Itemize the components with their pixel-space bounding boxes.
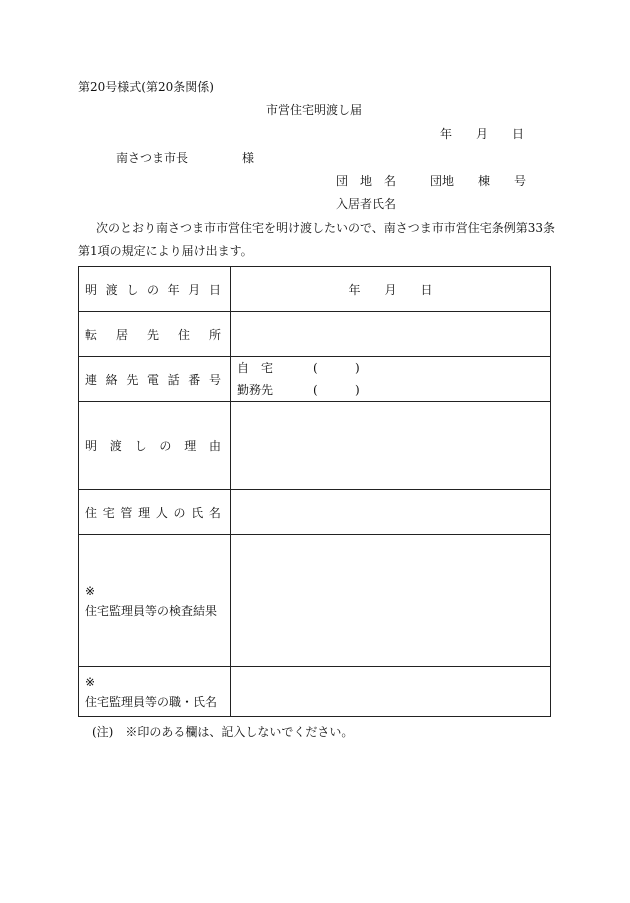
document-title: 市営住宅明渡し届 (266, 103, 363, 117)
row-phone (79, 357, 551, 402)
label-vacate-date (79, 267, 231, 312)
field-reason[interactable] (231, 402, 551, 490)
label-phone (79, 357, 231, 402)
form-number: 第20号様式(第20条関係) (78, 80, 214, 94)
field-manager-name[interactable] (231, 490, 551, 535)
label-inspection-result-text: 住宅監理員等の検査結果 (85, 603, 218, 618)
label-char: 管 (120, 505, 133, 520)
field-inspection-result[interactable] (231, 535, 551, 667)
phone-work-label: 勤務先 (237, 383, 274, 397)
label-reason-text (85, 437, 221, 454)
row-inspector-title-name (79, 667, 551, 717)
inspector-mark: ※ (85, 674, 96, 689)
label-char: 住 (85, 505, 98, 520)
label-char: 住 (177, 327, 190, 342)
label-char: の (159, 439, 172, 453)
form-table (78, 266, 551, 717)
danchi-name-label: 団 地 名 (336, 174, 397, 188)
label-char: 絡 (105, 372, 118, 387)
phone-work-paren-close: ) (355, 383, 360, 397)
label-reason (79, 402, 231, 490)
phone-home-paren-open: ( (313, 361, 318, 375)
body-text-line2: 第1項の規定により届け出ます。 (78, 244, 253, 258)
label-char: 番 (188, 372, 201, 387)
label-char: の (173, 505, 186, 520)
label-char: 連 (85, 372, 98, 387)
label-char: 渡 (105, 282, 118, 297)
danchi-fields: 団地 棟 号 (430, 174, 527, 188)
field-new-address[interactable] (231, 312, 551, 357)
label-char: 由 (208, 439, 221, 453)
phone-work-paren-open: ( (313, 383, 318, 397)
label-char: 渡 (109, 439, 122, 453)
label-char: 理 (184, 439, 197, 453)
label-char: 日 (208, 282, 221, 297)
label-char: 居 (115, 327, 128, 342)
label-new-address-text (85, 326, 221, 343)
row-reason (79, 402, 551, 490)
phone-home-label: 自 宅 (237, 361, 274, 375)
label-inspector-title-name (79, 667, 231, 717)
label-char: の (146, 282, 159, 297)
addressee: 南さつま市長 (116, 151, 189, 165)
label-char: 転 (85, 327, 98, 342)
label-char: し (134, 439, 147, 453)
label-char: 明 (85, 282, 98, 297)
label-char: 号 (208, 372, 221, 387)
row-inspection-result (79, 535, 551, 667)
label-inspector-title-name-text: 住宅監理員等の職・氏名 (85, 694, 218, 709)
label-char: 名 (208, 505, 221, 520)
label-char: 氏 (191, 505, 204, 520)
inspection-mark: ※ (85, 583, 96, 598)
row-manager-name (79, 490, 551, 535)
label-inspection-result (79, 535, 231, 667)
label-char: 話 (167, 372, 180, 387)
label-char: 先 (126, 372, 139, 387)
footnote: (注) ※印のある欄は、記入しないでください。 (92, 725, 354, 739)
field-phone[interactable] (231, 357, 551, 402)
submission-date: 年 月 日 (440, 127, 525, 141)
label-char: 先 (146, 327, 159, 342)
honorific: 様 (242, 151, 255, 165)
vacate-date-value: 年 月 日 (348, 282, 433, 297)
field-inspector-title-name[interactable] (231, 667, 551, 717)
row-new-address (79, 312, 551, 357)
label-phone-text (85, 371, 221, 388)
label-manager-name-text (85, 504, 221, 521)
label-char: 宅 (102, 505, 115, 520)
label-char: 月 (188, 282, 201, 297)
phone-home-line (231, 357, 550, 379)
label-char: 人 (155, 505, 168, 520)
label-manager-name (79, 490, 231, 535)
row-vacate-date (79, 267, 551, 312)
label-char: し (126, 282, 139, 297)
label-vacate-date-text (85, 281, 221, 298)
label-char: 年 (167, 282, 180, 297)
phone-work-line (231, 379, 550, 401)
body-text-line1: 次のとおり南さつま市市営住宅を明け渡したいので、南さつま市市営住宅条例第33条 (96, 221, 556, 235)
label-new-address (79, 312, 231, 357)
label-char: 所 (208, 327, 221, 342)
phone-home-paren-close: ) (355, 361, 360, 375)
label-char: 明 (85, 439, 98, 453)
field-vacate-date[interactable] (231, 267, 551, 312)
resident-name-label: 入居者氏名 (336, 197, 397, 211)
label-char: 理 (138, 505, 151, 520)
label-char: 電 (146, 372, 159, 387)
